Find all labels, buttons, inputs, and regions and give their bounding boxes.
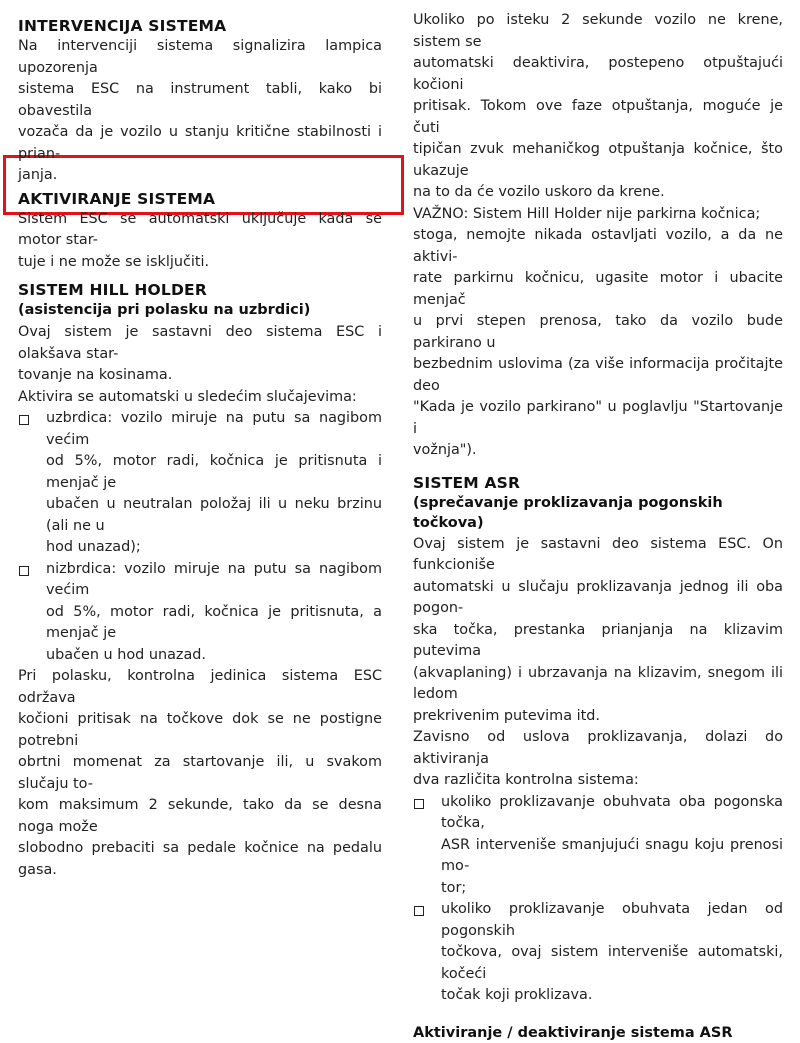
list-item: uzbrdica: vozilo miruje na putu sa nagibom većim od 5%, motor radi, kočnica je pritisnuta i menjač je ubačen u neutralan položaj ili u neku brzinu (ali ne u hod unazad); <box>18 408 382 559</box>
paragraph-asr-uslovi: Zavisno od uslova proklizavanja, dolazi do aktiviranja dva različita kontrolna sistema: <box>413 729 783 788</box>
section-title-intervencija: INTERVENCIJA SISTEMA <box>18 17 227 35</box>
section-title-hill-holder: SISTEM HILL HOLDER <box>18 281 207 299</box>
bullet-list-hill-holder <box>18 408 382 666</box>
section-subtitle-asr: (sprečavanje proklizavanja pogonskih točkova) <box>413 494 723 531</box>
section-title-asr-toggle: Aktiviranje / deaktiviranje sistema ASR <box>413 1024 733 1041</box>
square-bullet-icon <box>19 566 29 576</box>
left-column <box>18 16 382 881</box>
paragraph-hill-holder-outro: Pri polasku, kontrolna jedinica sistema ESC održava kočioni pritisak na točkove dok se ne postigne potrebni obrtni momenat za startovanje ili, u svakom slučaju to- kom maksimum 2 sekunde, tako da se desna noga može slobodno prebaciti sa pedale kočnice na pedalu gasa. <box>18 668 382 878</box>
section-subtitle-hill-holder: (asistencija pri polasku na uzbrdici) <box>18 302 311 318</box>
list-item: nizbrdica: vozilo miruje na putu sa nagibom većim od 5%, motor radi, kočnica je pritisnuta, a menjač je ubačen u hod unazad. <box>18 559 382 667</box>
list-item: ukoliko proklizavanje obuhvata oba pogonska točka, ASR interveniše smanjujući snagu koju prenosi mo- tor; <box>413 792 783 900</box>
paragraph-deaktivacija: Ukoliko po isteku 2 sekunde vozilo ne krene, sistem se automatski deaktivira, postepeno otpuštajući kočioni pritisak. Tokom ove faze otpuštanja, moguće je čuti tipičan zvuk mehaničkog otpuštanja kočnice, što ukazuje na to da će vozilo uskoro da krene. <box>413 12 783 200</box>
paragraph-hill-holder-intro: Ovaj sistem je sastavni deo sistema ESC i olakšava star- tovanje na kosinama. <box>18 324 382 383</box>
paragraph-activates: Aktivira se automatski u sledećim slučajevima: <box>18 388 357 405</box>
paragraph-vazno: VAŽNO: Sistem Hill Holder nije parkirna kočnica; stoga, nemojte nikada ostavljati vozilo, a da ne aktivi- rate parkirnu kočnicu, ugasite motor i ubacite menjač u prvi stepen prenosa, tako da vozilo bude parkirano u bezbednim uslovima (za više informacija pročitajte deo "Kada je vozilo parkirano" u poglavlju "Startovanje i vožnja"). <box>413 205 783 458</box>
square-bullet-icon <box>414 906 424 916</box>
section-title-asr: SISTEM ASR <box>413 473 521 492</box>
list-item: ukoliko proklizavanje obuhvata jedan od pogonskih točkova, ovaj sistem interveniše automatski, kočeći točak koji proklizava. <box>413 899 783 1007</box>
bullet-list-asr <box>413 792 783 1007</box>
square-bullet-icon <box>414 799 424 809</box>
square-bullet-icon <box>19 415 29 425</box>
paragraph-aktiviranje: Sistem ESC se automatski uključuje kada se motor star- tuje i ne može se isključiti. <box>18 210 382 270</box>
paragraph-intervencija: Na intervenciji sistema signalizira lampica upozorenja sistema ESC na instrument tabli, kako bi obavestila vozača da je vozilo u stanju kritične stabilnosti i prian- janja. <box>18 38 382 183</box>
section-title-aktiviranje: AKTIVIRANJE SISTEMA <box>18 189 216 208</box>
right-column <box>413 10 783 1043</box>
paragraph-asr: Ovaj sistem je sastavni deo sistema ESC. On funkcioniše automatski u slučaju proklizavanja jednog ili oba pogon- ska točka, prestanka prianjanja na klizavim putevima (akvaplaning) i ubrzavanja na klizavim, snegom ili ledom prekrivenim putevima itd. <box>413 535 783 724</box>
